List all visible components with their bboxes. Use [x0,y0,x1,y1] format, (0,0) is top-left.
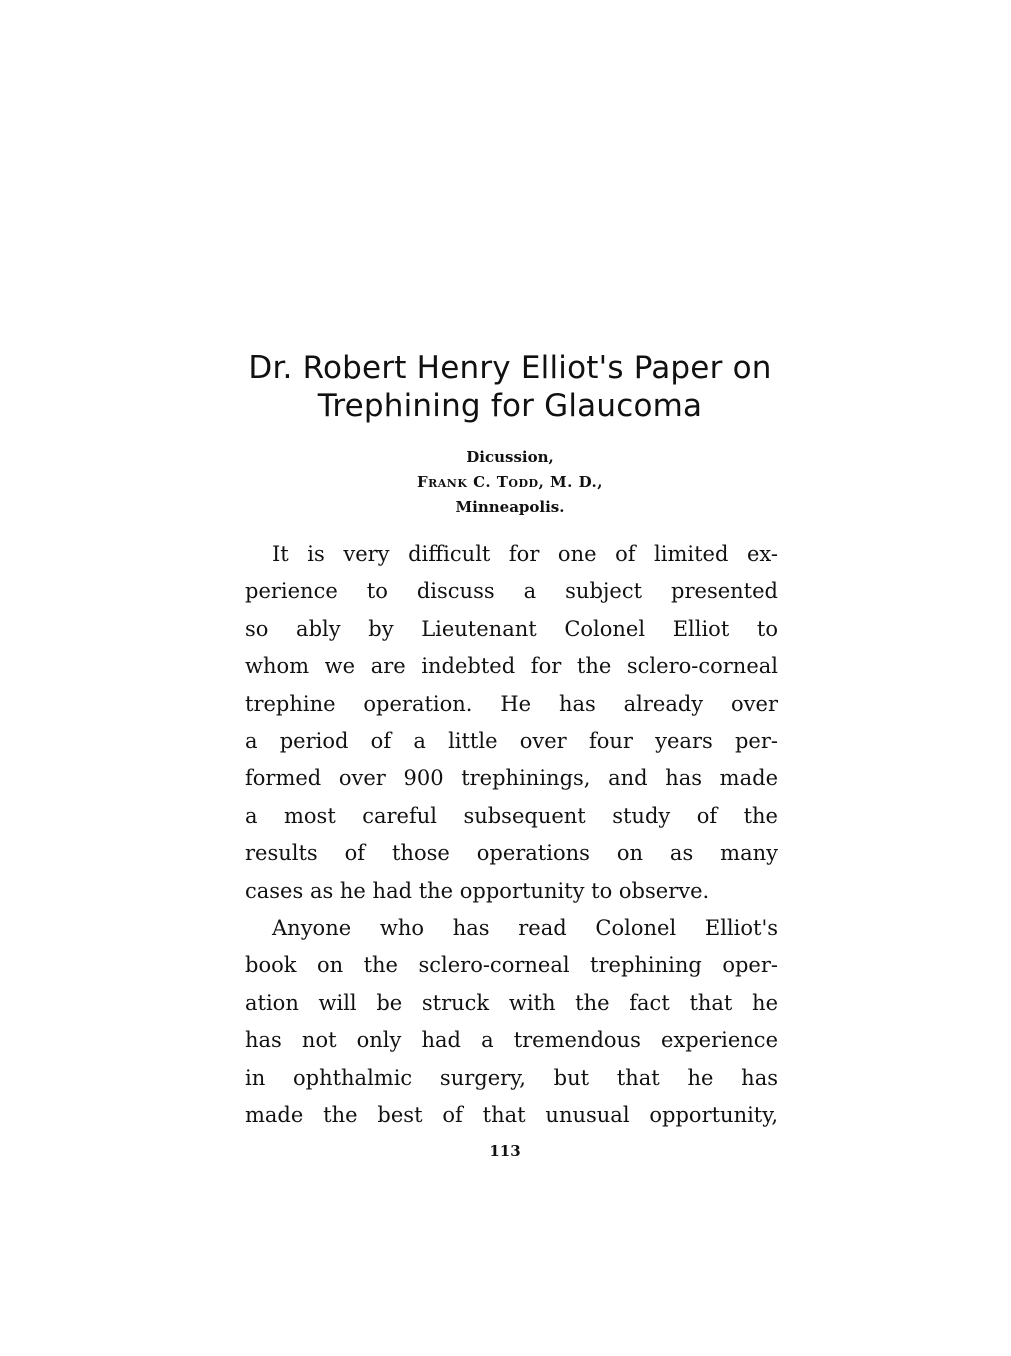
text-line: a period of a little over four years per- [245,728,778,753]
text-line: made the best of that unusual opportunity, [245,1102,778,1127]
author-location: Minneapolis. [455,498,565,516]
text-line: has not only had a tremendous experience [245,1028,778,1053]
text-line: cases as he had the opportunity to observe. [245,878,710,903]
discussion-label: Dicussion, [466,448,554,466]
text-line: ation will be struck with the fact that he [245,990,778,1015]
article-title-line-1: Dr. Robert Henry Elliot's Paper on [248,350,772,386]
page-number: 113 [489,1142,521,1160]
text-line: in ophthalmic surgery, but that he has [245,1065,778,1090]
text-line: formed over 900 trephinings, and has made [245,766,778,791]
text-line: so ably by Lieutenant Colonel Elliot to [245,616,778,641]
text-line: It is very difficult for one of limited ex- [272,542,778,566]
text-line: book on the sclero-corneal trephining oper- [245,953,778,978]
text-line: whom we are indebted for the sclero-corneal [245,654,778,679]
text-line: trephine operation. He has already over [245,691,778,716]
article-title-line-2: Trephining for Glaucoma [317,388,703,424]
paragraph-1 [245,536,778,910]
text-line: Anyone who has read Colonel Elliot's [272,916,778,940]
text-line: results of those operations on as many [245,841,778,866]
text-line: perience to discuss a subject presented [245,579,778,604]
paragraph-2 [245,910,778,1134]
text-line: a most careful subsequent study of the [245,803,778,828]
author-name: Frank C. Todd, M. D., [416,473,603,491]
